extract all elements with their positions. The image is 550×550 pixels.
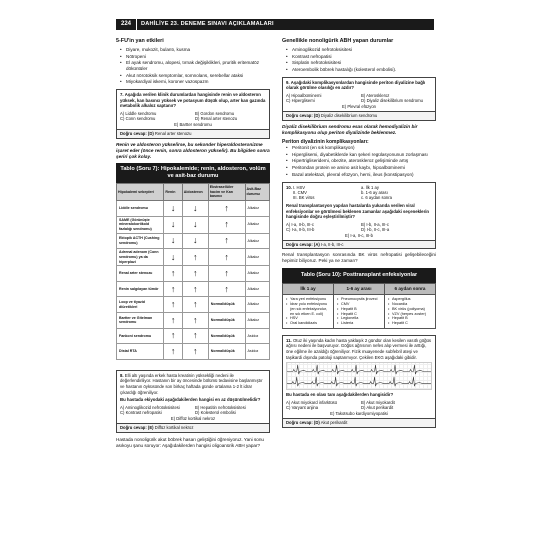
options — [286, 222, 432, 238]
table-row — [117, 216, 270, 233]
section-heading: Periton diyalizinin komplikasyonları: — [282, 138, 369, 145]
page-header — [116, 19, 434, 30]
table-header: Ekstrasellüler hacim ve Kan basıncı — [208, 184, 245, 201]
table-cell: Renal arter stenozu — [117, 266, 164, 282]
question-box-10 — [282, 182, 436, 250]
option: D) I-b, II-c, III-a — [361, 227, 390, 233]
list-item: • Peritonit (en sık komplikasyon) — [282, 145, 436, 151]
table-cell: ↑ — [164, 297, 182, 313]
option: A) Akut miyokard infarktüsü — [286, 399, 337, 405]
option: C) Conn sendromu — [120, 116, 156, 122]
answer — [283, 240, 435, 248]
table-cell: Alkaloz — [245, 201, 270, 217]
answer-label: Doğru cevap: (A) — [286, 242, 320, 248]
table-cell: ↑ — [164, 328, 182, 344]
table-cell: Asidoz — [245, 344, 270, 360]
match-right: b. 1-6 ay arası — [361, 190, 388, 196]
explanation: Diyaliz disekilibrium sendromu esas olarak hemodiyalizin bir komplikasyonu olup periton diyalizinde beklenmez. — [282, 123, 418, 135]
answer-label: Doğru cevap: (D) — [120, 131, 154, 137]
answer-label: Doğru cevap: (D) — [286, 113, 320, 119]
question-box-9 — [282, 77, 436, 121]
list-item: • El ayak sendromu, alopesi, tırnak değişiklikleri, pruritik eritematöz döküntüler — [116, 60, 270, 72]
table-row — [117, 281, 270, 297]
page-number: 224 — [116, 19, 137, 30]
table-cell: Alkaloz — [245, 281, 270, 297]
table-cell: ↑ — [208, 249, 245, 266]
table-row — [117, 313, 270, 329]
table-cell: Bartter ve Gitelman sendromu — [117, 313, 164, 329]
table-cell: Alkaloz — [245, 266, 270, 282]
options — [286, 93, 432, 109]
answer-label: Doğru cevap: (D) — [286, 420, 320, 426]
answer — [117, 129, 269, 137]
question-text: Elli altı yaşında erkek hasta kreatinin yüksekliği nedeni ile değerlendiriliyor. Hastanın bir ay öncesinde bölümü tedavisine başlanmıştır ve hastanın öyküsünde son birkaç haftada günde ortalama 1-2 lt idrar çıkardığı öğreniliyor. — [120, 372, 263, 395]
bullet-list — [282, 145, 436, 177]
option: D) Kolesterol embolisi — [195, 410, 236, 416]
table-cell: Alkaloz — [245, 233, 270, 249]
table-cell: Fankoni sendromu — [117, 328, 164, 344]
table-row — [117, 201, 270, 217]
right-column — [282, 38, 436, 431]
table-cell: Renin salgılayan tümör — [117, 281, 164, 297]
table-cell: ↓ — [164, 233, 182, 249]
table-cell: ↑ — [182, 281, 208, 297]
list-item: • Nötropeni — [116, 54, 270, 60]
option: A) Liddle sendromu — [120, 110, 157, 116]
table-cell: ↓ — [182, 201, 208, 217]
table-cell: ↑ — [182, 313, 208, 329]
match-right: c. 6 aydan sonra — [361, 195, 392, 201]
table-header: Hipokalemi sebepleri — [117, 184, 164, 201]
option: D) Diyaliz disekilibrium sendromu — [361, 98, 423, 104]
ecg-trace-icon — [287, 363, 431, 389]
option: D) Akut perikardit — [361, 405, 394, 411]
question-box-8 — [116, 370, 270, 433]
match-item: I. HSV — [293, 184, 306, 190]
table-header: 1-6 ay arası — [334, 284, 385, 295]
answer-label: Doğru cevap: (E) — [120, 425, 154, 431]
list-item: • Listeria — [336, 321, 383, 326]
answer-text: Renal arter stenozu — [154, 131, 192, 137]
table-row — [117, 328, 270, 344]
table-cell: Ektopik ACTH (Cushing sendromu) — [117, 233, 164, 249]
table-cell: ↑ — [182, 328, 208, 344]
question-number: 9. — [286, 79, 290, 85]
question-text: Aşağıdaki komplikasyonlardan hangisinde periton diyalizine bağlı olarak görülme olasılığı en azdır? — [286, 79, 426, 91]
option: A) Hipoalbüminemi — [286, 92, 322, 98]
list-item: • Pneumocystis jiroveci — [336, 297, 383, 302]
table-cell — [283, 295, 334, 328]
left-column — [116, 38, 270, 448]
list-item: • Hipertrigliseridemi, obezite, aterosklerоz gelişiminde artış — [282, 158, 436, 164]
option: E) Diffüz kortikal nekroz — [170, 415, 216, 421]
list-item: • Sisplatin nefrotoksisitesi — [282, 60, 436, 66]
table-cell: ↑ — [182, 344, 208, 360]
ecg-image — [286, 362, 432, 390]
table-cell: ↑ — [208, 233, 245, 249]
table-cell: ↑ — [164, 266, 182, 282]
table-cell: Loop ve tiyazid diüretikleri — [117, 297, 164, 313]
page-title: DAHİLİYE 23. DENEME SINAVI AÇIKLAMALARI — [141, 20, 274, 27]
list-item: • Hepatit B — [336, 307, 383, 312]
list-item: • Hepatit C — [387, 321, 434, 326]
list-item: • İdrar yolu enfeksiyonu (en sık enfeksiyondur, en sık etken E. coli) — [285, 302, 332, 316]
section-heading: 5-FU'in yan etkileri — [116, 38, 164, 44]
match-items — [286, 185, 432, 201]
list-item: • VZV (herpes zoster) — [387, 312, 434, 317]
table-cell: ↑ — [182, 297, 208, 313]
question-box-11 — [282, 335, 436, 428]
table-cell: Alkaloz — [245, 313, 270, 329]
list-item: • Oral kandidiazis — [285, 321, 332, 326]
table-cell: ↑ — [208, 216, 245, 233]
table-cell: Alkaloz — [245, 297, 270, 313]
list-item: • Hiperglisemi, diyabetiklerde kan şekeri regülasyonunun zorlaşması — [282, 152, 436, 158]
explanation: Renin ve aldosteron yükselirse, bu sekonder hiperaldosteronizme işaret eder (önce renin, sonra aldosteron yükselir). Bu bilgiden sonra şeriri çok kolay. — [116, 141, 270, 159]
answer — [283, 111, 435, 119]
table-cell: ↑ — [164, 313, 182, 329]
table-row — [117, 233, 270, 249]
list-item: • Hepatit B — [387, 316, 434, 321]
answer-text: Akut perikardit — [320, 420, 348, 426]
match-left: II. CMV — [293, 190, 307, 196]
list-item: • HSV — [285, 316, 332, 321]
answer-text: Diyaliz disekilibrium sendromu — [320, 113, 378, 119]
question-number: 10. — [286, 184, 292, 190]
table-cell: ↓ — [164, 249, 182, 266]
options — [120, 111, 266, 127]
option: D) Renal arter stenozu — [195, 116, 238, 122]
list-item: • Aspergillus — [387, 297, 434, 302]
list-item: • Nocardia — [387, 302, 434, 307]
option: E) Bartter sendromu — [174, 121, 212, 127]
question-number: 8. — [120, 372, 124, 378]
posttransplant-table — [282, 283, 436, 328]
table-cell: ↓ — [182, 233, 208, 249]
table-cell: ↓ — [164, 201, 182, 217]
table-header: 6 aydan sonra — [385, 284, 436, 295]
option: C) Hiperglisemi — [286, 98, 315, 104]
table-cell: Normal/düşük — [208, 328, 245, 344]
table-cell: Normal/düşük — [208, 344, 245, 360]
paragraph: Renal transplantasyon sonrasında BK virüs nefropatisi gelişebileceğini hepimiz biliyoruz. Peki ya ne zaman? — [282, 252, 436, 264]
option: B) Akut miyokardit — [361, 399, 395, 405]
paragraph: Hastada nonoligürik akut böbrek hasarı geliştiğini öğreniyoruz. Yani sonu asıkoyu şanu soruyor: Aşağıdakilerden hangisi oligoanürik ABH yapar? — [116, 436, 264, 448]
table-header: İlk 1 ay — [283, 284, 334, 295]
match-right: a. İlk 1 ay — [361, 184, 379, 190]
table-cell: ↑ — [182, 266, 208, 282]
list-item: • Kontrast nefropatisi — [282, 54, 436, 60]
answer-text: Diffüz kortikal nekroz — [154, 425, 194, 431]
table-title: Tablo (Soru 10): Posttransplant enfeksiyonlar — [282, 268, 436, 283]
table-cell: ↑ — [208, 201, 245, 217]
bullet-list — [282, 47, 436, 73]
answer — [283, 418, 435, 426]
table-cell: ↑ — [208, 266, 245, 282]
table-cell: Alkaloz — [245, 249, 270, 266]
list-item: • Ateroembolik böbrek hastalığı (kolesterol embolisi). — [282, 67, 436, 73]
table-cell: Normal/düşük — [208, 297, 245, 313]
table-cell: ↓ — [164, 216, 182, 233]
table-cell: Alkaloz — [245, 216, 270, 233]
option: A) Aminoglikozid nefrotoksisitesi — [120, 404, 180, 410]
table-cell: Distal RTA — [117, 344, 164, 360]
option: C) I-a, II-b, III-b — [286, 227, 315, 233]
question-stem: Bu hastada ekiyodaki aşağıdakilerden hangisi en az düşünülmelidir? — [120, 397, 261, 403]
list-item: • BK virüs (poliyoma) — [387, 307, 434, 312]
list-item: • Akut nörotoksik semptomlar, somnolans, serebellar ataksi — [116, 73, 270, 79]
question-number: 7. — [120, 92, 124, 98]
answer — [117, 423, 269, 431]
table-title: Tablo (Soru 7): Hipokalemide; renin, aldosteron, volüm ve asit-baz durumu — [116, 163, 270, 183]
table-cell: ↑ — [208, 281, 245, 297]
option: E) I-a, II-c, III-b — [345, 232, 373, 238]
list-item: • Hepatit C — [336, 312, 383, 317]
option: C) Varyant anjina — [286, 405, 319, 411]
options — [120, 405, 266, 421]
hypokalemia-table — [116, 183, 270, 360]
list-item: • Peritondan protein ve amino asit kaybı, hipoalbüminemi — [282, 165, 436, 171]
section-heading: Genellikle nonoligürik ABH yapan durumlar — [282, 38, 394, 44]
bullet-list — [116, 47, 270, 85]
table-cell: Adrenal adenom (Conn sendromu) ya da hiperplazi — [117, 249, 164, 266]
table-cell: Liddle sendromu — [117, 201, 164, 217]
table-row — [117, 297, 270, 313]
question-stem: Bu hastada en olası tanı aşağıdakilerden hangisidir? — [286, 392, 394, 398]
table-cell: ↑ — [164, 281, 182, 297]
list-item: • Miyokardiyal iskemi, koroner vazospazm — [116, 79, 270, 85]
table-cell: Normal/düşük — [208, 313, 245, 329]
list-item: • Bazal atelektazi, plevral efüzyon, herni, ileus (konstipasyon) — [282, 172, 436, 178]
table-cell: ↓ — [182, 216, 208, 233]
question-number: 11. — [286, 337, 292, 343]
table-cell — [334, 295, 385, 328]
question-text: Otuz iki yaşında kadın hasta yaklaşık 2 gündür olan kesilen vasıtlı göğüs ağrısı nedeni ile başvuruyor. Göğüs ağrısının nefes alıp vermesi ile arttığı, öne eğilme ile azaldığı öğreniliyor. Fizik muayenede subfebril ateşi ve taşikardi dışında patoloji saptanmıyor. Çekilen EKG aşağıdaki gibidir. — [286, 337, 432, 360]
table-row — [117, 249, 270, 266]
question-box-7 — [116, 89, 270, 139]
table-cell: Asidoz — [245, 328, 270, 344]
table-cell — [385, 295, 436, 328]
list-item: • CMV — [336, 302, 383, 307]
table-cell: ↑ — [164, 344, 182, 360]
table-header: Asit-Baz durumu — [245, 184, 270, 201]
table-cell: ↑ — [182, 249, 208, 266]
option: B) Gordon sendromu — [195, 110, 235, 116]
list-item: • Yara yeri enfeksiyonu — [285, 297, 332, 302]
table-header: Renin — [164, 184, 182, 201]
answer-text: I-a, II-b, III-c — [320, 242, 344, 248]
options — [286, 400, 432, 416]
option: E) Takotsubo kardiyomiyopatisi — [330, 410, 388, 416]
option: A) I-a, II-b, III-c — [286, 221, 314, 227]
question-text: Renal transplantasyon yapılan hastalarda yukarıda verilen viral enfeksiyonlar ve görülmesi beklenen zamanlar aşağıdaki seçeneklerin hangisinde doğru eşleştirilmiştir? — [286, 202, 430, 220]
option: B) Ateroskleroz — [361, 92, 390, 98]
option: B) I-b, II-a, III-c — [361, 221, 389, 227]
table-header: Aldosteron — [182, 184, 208, 201]
option: B) Hepatitin nefrotoksisitesi — [195, 404, 246, 410]
question-text: Aşağıda verilen klinik durumlardan hangisinde renin ve aldosteron yüksek, kan basıncı yüksek ve potasyum düşük olup, arter kan gazında metabolik alkaloz saptanır? — [120, 92, 266, 109]
table-row — [117, 266, 270, 282]
list-item: • Diyare, mukozit, bulantı, kusma — [116, 47, 270, 53]
list-item: • Aminoglikozid nefrotoksisitesi — [282, 47, 436, 53]
option: C) Kontrast nefropatisi — [120, 410, 162, 416]
option: E) Plevral efüzyon — [342, 103, 376, 109]
match-left: III. BK virüs — [293, 195, 315, 201]
table-row — [117, 344, 270, 360]
list-item: • Legionella — [336, 316, 383, 321]
table-cell: SAME (Görünüşte mineralokortikoid fazlalığı sendromu) — [117, 216, 164, 233]
